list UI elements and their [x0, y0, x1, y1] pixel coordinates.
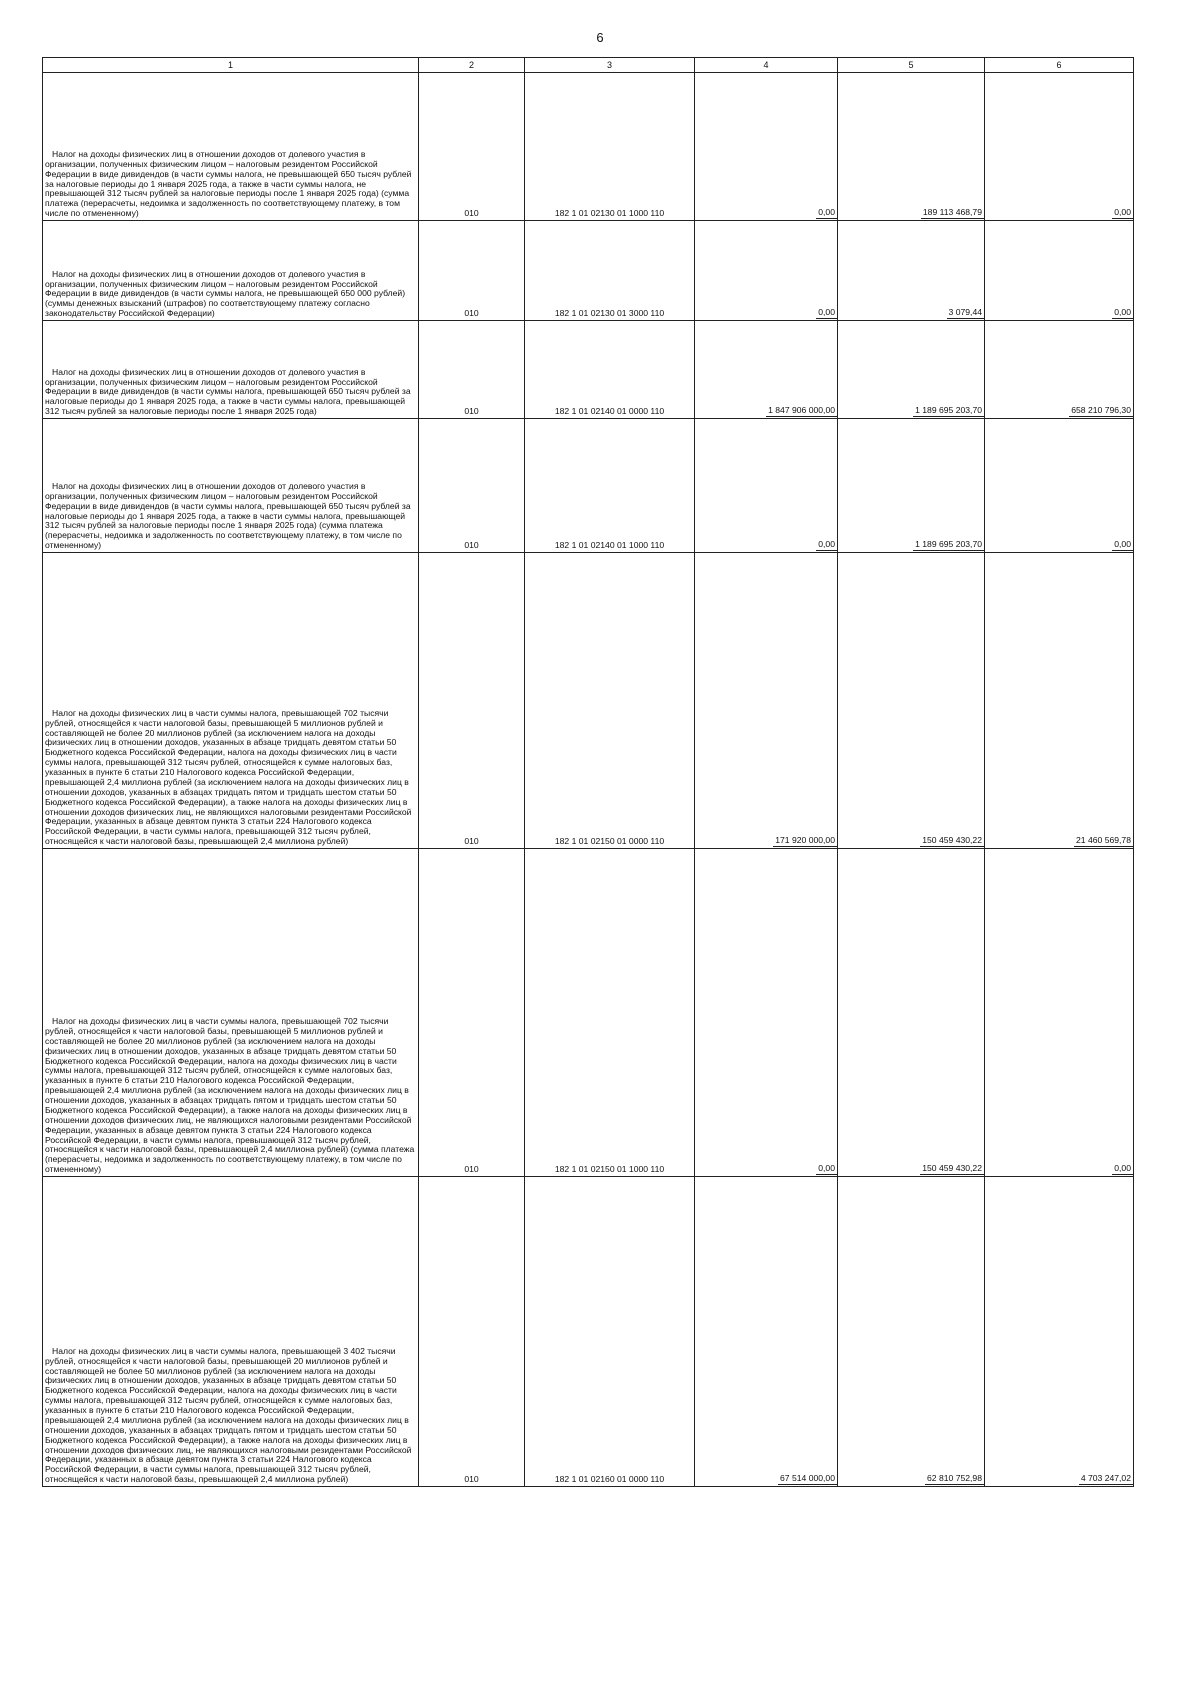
row-col5-value: 150 459 430,22 [920, 1164, 985, 1175]
row-col4 [695, 1177, 838, 1487]
row-col4 [695, 221, 838, 321]
row-col5 [838, 221, 985, 321]
column-header: 5 [838, 58, 985, 73]
row-code: 010 [419, 849, 525, 1177]
row-code: 010 [419, 419, 525, 553]
column-header: 4 [695, 58, 838, 73]
row-col4 [695, 849, 838, 1177]
row-col6 [985, 419, 1134, 553]
row-col4 [695, 73, 838, 221]
row-col5-value: 3 079,44 [947, 308, 985, 319]
row-col4-value: 67 514 000,00 [778, 1474, 838, 1485]
row-col5 [838, 849, 985, 1177]
row-col6 [985, 221, 1134, 321]
row-col5 [838, 419, 985, 553]
row-col4-value: 0,00 [816, 1164, 838, 1175]
row-name: Налог на доходы физических лиц в части суммы налога, превышающей 3 402 тысячи рублей, относящейся к части налоговой базы, превышающей 20 миллионов рублей и составляющей не более 50 миллионов рублей (за исключением налога на доходы физических лиц в отношении доходов, указанных в абзаце тридцать девятом статьи 50 Бюджетного кодекса Российской Федерации, налога на доходы физических лиц в части суммы налога, превышающей 312 тысяч рублей, относящейся к сумме налоговых баз, указанных в пункте 6 статьи 210 Налогового кодекса Российской Федерации, превышающей 2,4 миллиона рублей (за исключением налога на доходы физических лиц в отношении доходов, указанных в абзацах тридцать пятом и тридцать шестом статьи 50 Бюджетного кодекса Российской Федерации), а также налога на доходы физических лиц в отношении доходов физических лиц, не являющихся налоговыми резидентами Российской Федерации, указанных в абзаце девятом пункта 3 статьи 224 Налогового кодекса Российской Федерации, в части суммы налога, превышающей 312 тысяч рублей, относящейся к части налоговой базы, превышающей 2,4 миллиона рублей) [43, 1177, 419, 1487]
row-kbk: 182 1 01 02160 01 0000 110 [525, 1177, 695, 1487]
row-name: Налог на доходы физических лиц в части суммы налога, превышающей 702 тысячи рублей, относящейся к части налоговой базы, превышающей 5 миллионов рублей и составляющей не более 20 миллионов рублей (за исключением налога на доходы физических лиц в отношении доходов, указанных в абзаце тридцать девятом статьи 50 Бюджетного кодекса Российской Федерации, налога на доходы физических лиц в части суммы налога, превышающей 312 тысяч рублей, относящейся к сумме налоговых баз, указанных в пункте 6 статьи 210 Налогового кодекса Российской Федерации, превышающей 2,4 миллиона рублей (за исключением налога на доходы физических лиц в отношении доходов, указанных в абзацах тридцать пятом и тридцать шестом статьи 50 Бюджетного кодекса Российской Федерации), а также налога на доходы физических лиц в отношении доходов физических лиц, не являющихся налоговыми резидентами Российской Федерации, указанных в абзаце девятом пункта 3 статьи 224 Налогового кодекса Российской Федерации, в части суммы налога, превышающей 312 тысяч рублей, относящейся к части налоговой базы, превышающей 2,4 миллиона рублей) [43, 553, 419, 849]
row-kbk: 182 1 01 02140 01 0000 110 [525, 321, 695, 419]
column-header: 3 [525, 58, 695, 73]
row-name: Налог на доходы физических лиц в отношении доходов от долевого участия в организации, полученных физическим лицом – налоговым резидентом Российской Федерации в виде дивидендов (в части суммы налога, не превышающей 650 000 рублей) (суммы денежных взысканий (штрафов) по соответствующему платежу согласно законодательству Российской Федерации) [43, 221, 419, 321]
row-col6 [985, 73, 1134, 221]
table-row [43, 73, 1134, 221]
row-col5-value: 1 189 695 203,70 [913, 406, 985, 417]
row-col4 [695, 419, 838, 553]
row-col4-value: 0,00 [816, 540, 838, 551]
row-col6-value: 0,00 [1112, 540, 1134, 551]
row-col6-value: 4 703 247,02 [1079, 1474, 1134, 1485]
row-kbk: 182 1 01 02150 01 0000 110 [525, 553, 695, 849]
table-row [43, 1177, 1134, 1487]
row-col5 [838, 73, 985, 221]
row-code: 010 [419, 221, 525, 321]
row-name: Налог на доходы физических лиц в части суммы налога, превышающей 702 тысячи рублей, относящейся к части налоговой базы, превышающей 5 миллионов рублей и составляющей не более 20 миллионов рублей (за исключением налога на доходы физических лиц в отношении доходов, указанных в абзаце тридцать девятом статьи 50 Бюджетного кодекса Российской Федерации, налога на доходы физических лиц в части суммы налога, превышающей 312 тысяч рублей, относящейся к сумме налоговых баз, указанных в пункте 6 статьи 210 Налогового кодекса Российской Федерации, превышающей 2,4 миллиона рублей (за исключением налога на доходы физических лиц в отношении доходов, указанных в абзацах тридцать пятом и тридцать шестом статьи 50 Бюджетного кодекса Российской Федерации), а также налога на доходы физических лиц в отношении доходов физических лиц, не являющихся налоговыми резидентами Российской Федерации, указанных в абзаце девятом пункта 3 статьи 224 Налогового кодекса Российской Федерации, в части суммы налога, превышающей 312 тысяч рублей, относящейся к части налоговой базы, превышающей 2,4 миллиона рублей) (сумма платежа (перерасчеты, недоимка и задолженность по соответствующему платежу, в том числе по отмененному) [43, 849, 419, 1177]
row-col5-value: 189 113 468,79 [921, 208, 985, 219]
table-row [43, 419, 1134, 553]
row-code: 010 [419, 553, 525, 849]
row-col6 [985, 1177, 1134, 1487]
row-col6 [985, 553, 1134, 849]
revenue-table [42, 57, 1134, 1487]
row-kbk: 182 1 01 02130 01 1000 110 [525, 73, 695, 221]
page-number: 6 [596, 30, 604, 45]
row-code: 010 [419, 1177, 525, 1487]
row-kbk: 182 1 01 02150 01 1000 110 [525, 849, 695, 1177]
table-row [43, 321, 1134, 419]
table-row [43, 553, 1134, 849]
row-col6-value: 21 460 569,78 [1074, 836, 1134, 847]
column-header: 6 [985, 58, 1134, 73]
row-col6 [985, 321, 1134, 419]
row-name: Налог на доходы физических лиц в отношении доходов от долевого участия в организации, полученных физическим лицом – налоговым резидентом Российской Федерации в виде дивидендов (в части суммы налога, превышающей 650 тысяч рублей за налоговые периоды до 1 января 2025 года, а также в части суммы налога, превышающей 312 тысяч рублей за налоговые периоды после 1 января 2025 года) [43, 321, 419, 419]
column-header: 1 [43, 58, 419, 73]
row-col4-value: 171 920 000,00 [773, 836, 838, 847]
row-name: Налог на доходы физических лиц в отношении доходов от долевого участия в организации, полученных физическим лицом – налоговым резидентом Российской Федерации в виде дивидендов (в части суммы налога, превышающей 650 тысяч рублей за налоговые периоды до 1 января 2025 года, а также в части суммы налога, превышающей 312 тысяч рублей за налоговые периоды после 1 января 2025 года) (сумма платежа (перерасчеты, недоимка и задолженность по соответствующему платежу, в том числе по отмененному) [43, 419, 419, 553]
row-col6 [985, 849, 1134, 1177]
row-kbk: 182 1 01 02130 01 3000 110 [525, 221, 695, 321]
row-col5 [838, 553, 985, 849]
row-col6-value: 0,00 [1112, 1164, 1134, 1175]
row-col5-value: 150 459 430,22 [920, 836, 985, 847]
row-code: 010 [419, 321, 525, 419]
row-code: 010 [419, 73, 525, 221]
row-col6-value: 0,00 [1112, 208, 1134, 219]
row-name: Налог на доходы физических лиц в отношении доходов от долевого участия в организации, полученных физическим лицом – налоговым резидентом Российской Федерации в виде дивидендов (в части суммы налога, не превышающей 650 тысяч рублей за налоговые периоды до 1 января 2025 года, а также в части суммы налога, не превышающей 312 тысяч рублей за налоговые периоды после 1 января 2025 года) (сумма платежа (перерасчеты, недоимка и задолженность по соответствующему платежу, в том числе по отмененному) [43, 73, 419, 221]
row-col5-value: 1 189 695 203,70 [913, 540, 985, 551]
row-col4-value: 0,00 [816, 208, 838, 219]
row-col6-value: 658 210 796,30 [1069, 406, 1134, 417]
row-col5-value: 62 810 752,98 [925, 1474, 985, 1485]
table-row [43, 849, 1134, 1177]
header-row [43, 58, 1134, 73]
table-row [43, 221, 1134, 321]
row-kbk: 182 1 01 02140 01 1000 110 [525, 419, 695, 553]
row-col4-value: 1 847 906 000,00 [766, 406, 838, 417]
column-header: 2 [419, 58, 525, 73]
row-col4-value: 0,00 [816, 308, 838, 319]
row-col4 [695, 321, 838, 419]
row-col4 [695, 553, 838, 849]
row-col5 [838, 1177, 985, 1487]
row-col5 [838, 321, 985, 419]
row-col6-value: 0,00 [1112, 308, 1134, 319]
